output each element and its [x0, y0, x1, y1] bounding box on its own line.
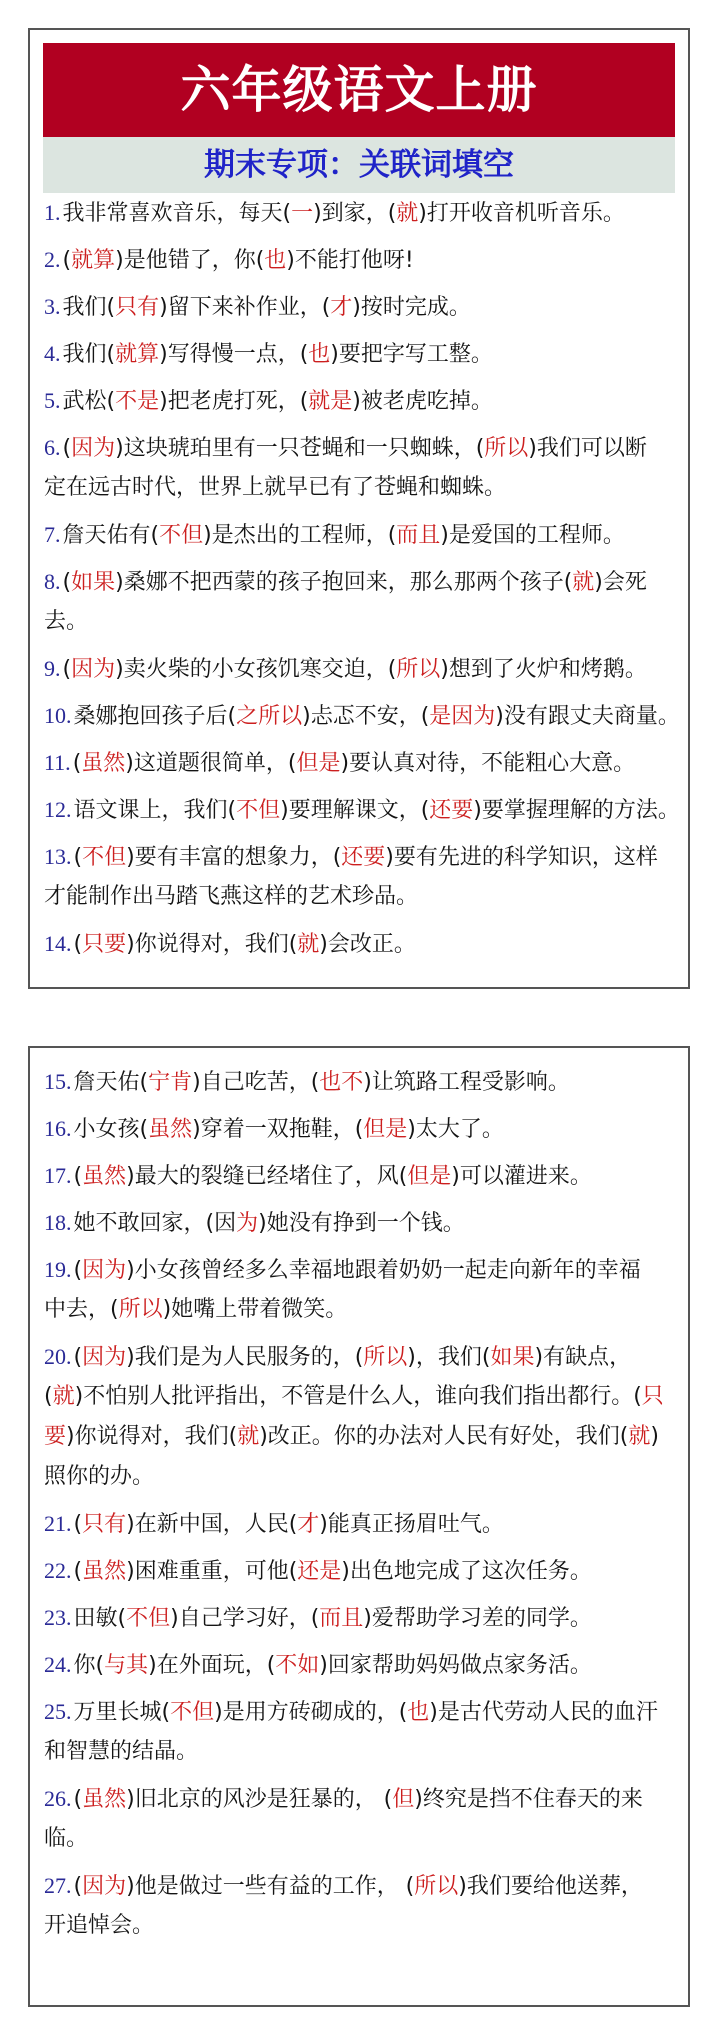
question-number: 10.: [44, 703, 72, 728]
question-text: )有缺点，: [534, 1345, 632, 1370]
answer-keyword: 不但: [159, 523, 204, 548]
question-number: 1.: [44, 200, 61, 225]
question-line: [44, 193, 688, 233]
question-text: )可以灌进来。: [451, 1164, 592, 1189]
answer-keyword: 但是: [407, 1164, 452, 1189]
answer-keyword: 但: [392, 1787, 415, 1812]
answer-keyword: 要: [44, 1424, 67, 1449]
question-number: 24.: [44, 1652, 72, 1677]
question-text: 你(: [73, 1653, 105, 1678]
answer-keyword: 因为: [71, 436, 116, 461]
question-number: 3.: [44, 294, 61, 319]
answer-keyword: 才: [297, 1512, 320, 1537]
question-text: 詹天佑(: [73, 1070, 149, 1095]
question-line: [44, 1337, 688, 1377]
question-line: [44, 1779, 688, 1819]
answer-keyword: 不但: [236, 798, 281, 823]
answer-keyword: 是因为: [429, 704, 496, 729]
question-item: [44, 1598, 688, 1638]
question-text: )让筑路工程受影响。: [363, 1070, 570, 1095]
answer-keyword: 也: [407, 1700, 430, 1725]
question-item: [44, 1337, 688, 1497]
question-text: 她不敢回家，(因: [73, 1211, 237, 1236]
question-text: )不能打他呀!: [286, 248, 414, 273]
question-text: 詹天佑有(: [62, 523, 160, 548]
question-text: (: [73, 1512, 83, 1537]
answer-keyword: 所以: [396, 657, 441, 682]
question-line: [44, 837, 688, 877]
question-item: [44, 287, 688, 327]
question-text: )要把字写工整。: [330, 342, 493, 367]
answer-keyword: 不但: [82, 845, 127, 870]
question-line: [44, 562, 688, 602]
question-line: [44, 1645, 688, 1685]
question-text: (: [62, 436, 72, 461]
question-text: )把老虎打死，(: [159, 389, 309, 414]
answer-keyword: 还要: [429, 798, 474, 823]
answer-keyword: 不但: [170, 1700, 215, 1725]
answer-keyword: 也: [308, 342, 331, 367]
answer-keyword: 但是: [296, 751, 341, 776]
question-line: [44, 1109, 688, 1149]
question-item: [44, 193, 688, 233]
question-item: [44, 1551, 688, 1591]
question-text: )自己吃苦，(: [192, 1070, 320, 1095]
question-number: 6.: [44, 435, 61, 460]
question-text: )卖火柴的小女孩饥寒交迫，(: [115, 657, 397, 682]
answer-keyword: 一: [291, 201, 314, 226]
question-text: 我非常喜欢音乐，每天(: [62, 201, 292, 226]
question-text: )是用方砖砌成的，(: [214, 1700, 408, 1725]
question-text: )穿着一双拖鞋，(: [192, 1117, 364, 1142]
question-number: 26.: [44, 1786, 72, 1811]
question-line: [44, 602, 688, 642]
question-line: [44, 515, 688, 555]
question-text: (: [73, 1559, 83, 1584]
question-number: 23.: [44, 1605, 72, 1630]
question-text: )会死: [594, 570, 647, 595]
question-text: 才能制作出马踏飞燕这样的艺术珍品。: [44, 884, 419, 909]
question-line: [44, 1732, 688, 1772]
answer-keyword: 而且: [319, 1606, 364, 1631]
question-line: [44, 1203, 688, 1243]
question-text: )困难重重，可他(: [126, 1559, 298, 1584]
answer-keyword: 虽然: [81, 751, 126, 776]
answer-keyword: 虽然: [82, 1559, 127, 1584]
question-item: [44, 1062, 688, 1102]
question-text: )你说得对，我们(: [126, 932, 298, 957]
question-item: [44, 1250, 688, 1330]
worksheet-panel-2: [28, 1046, 690, 2007]
answer-keyword: 但是: [363, 1117, 408, 1142]
question-text: (: [62, 657, 72, 682]
question-number: 8.: [44, 569, 61, 594]
question-text: 万里长城(: [73, 1700, 171, 1725]
question-text: )小女孩曾经多么幸福地跟着奶奶一起走向新年的幸福: [126, 1258, 641, 1283]
question-text: )太大了。: [407, 1117, 504, 1142]
answer-keyword: 所以: [363, 1345, 408, 1370]
question-item: [44, 1692, 688, 1772]
question-number: 21.: [44, 1511, 72, 1536]
question-item: [44, 743, 688, 783]
answer-keyword: 就: [628, 1424, 651, 1449]
question-text: 田敏(: [73, 1606, 127, 1631]
question-number: 7.: [44, 522, 61, 547]
question-text: (: [73, 1874, 83, 1899]
question-text: )要认真对待，不能粗心大意。: [340, 751, 636, 776]
question-item: [44, 381, 688, 421]
question-number: 9.: [44, 656, 61, 681]
question-text: (: [73, 932, 83, 957]
worksheet-panel-1: [28, 28, 690, 989]
question-item: [44, 696, 688, 736]
question-line: [44, 1377, 688, 1417]
question-number: 11.: [44, 750, 71, 775]
answer-keyword: 为: [236, 1211, 259, 1236]
question-text: )回家帮助妈妈做点家务活。: [319, 1653, 592, 1678]
answer-keyword: 因为: [82, 1258, 127, 1283]
question-text: )桑娜不把西蒙的孩子抱回来，那么那两个孩子(: [115, 570, 573, 595]
question-text: (: [62, 248, 72, 273]
question-item: [44, 1504, 688, 1544]
question-number: 22.: [44, 1558, 72, 1583]
question-text: )想到了火炉和烤鹅。: [440, 657, 647, 682]
question-text: )我们是为人民服务的，(: [126, 1345, 364, 1370]
question-line: [44, 696, 688, 736]
question-item: [44, 1866, 688, 1946]
question-number: 2.: [44, 247, 61, 272]
answer-keyword: 如果: [490, 1345, 535, 1370]
answer-keyword: 虽然: [82, 1787, 127, 1812]
page-title: 六年级语文上册: [180, 60, 538, 119]
answer-keyword: 因为: [82, 1874, 127, 1899]
question-line: [44, 1290, 688, 1330]
question-line: [44, 877, 688, 917]
answer-keyword: 不是: [115, 389, 160, 414]
question-number: 20.: [44, 1344, 72, 1369]
answer-keyword: 不如: [275, 1653, 320, 1678]
question-line: [44, 743, 688, 783]
question-text: )不怕别人批评指出，不管是什么人，谁向我们指出都行。(: [74, 1384, 642, 1409]
question-text: )最大的裂缝已经堵住了，风(: [126, 1164, 408, 1189]
answer-keyword: 也不: [319, 1070, 364, 1095]
question-item: [44, 515, 688, 555]
question-item: [44, 1645, 688, 1685]
question-text: 照你的办。: [44, 1464, 155, 1489]
question-item: [44, 1203, 688, 1243]
question-text: (: [62, 570, 72, 595]
question-line: [44, 649, 688, 689]
question-text: )是爱国的工程师。: [440, 523, 625, 548]
answer-keyword: 就: [297, 932, 320, 957]
question-text: )爱帮助学习差的同学。: [363, 1606, 592, 1631]
question-number: 12.: [44, 797, 72, 822]
title-banner: [43, 43, 675, 137]
question-line: [44, 240, 688, 280]
question-text: )我们要给他送葬，: [458, 1874, 643, 1899]
question-list-1: [30, 193, 688, 964]
question-text: )我们可以断: [528, 436, 647, 461]
question-item: [44, 1109, 688, 1149]
question-text: )她没有挣到一个钱。: [258, 1211, 465, 1236]
question-number: 4.: [44, 341, 61, 366]
question-text: )在新中国，人民(: [126, 1512, 298, 1537]
answer-keyword: 而且: [396, 523, 441, 548]
question-text: )打开收音机听音乐。: [418, 201, 625, 226]
question-text: 和智慧的结晶。: [44, 1739, 199, 1764]
answer-keyword: 所以: [414, 1874, 459, 1899]
question-number: 15.: [44, 1069, 72, 1094]
question-text: )这道题很简单，(: [125, 751, 297, 776]
question-line: [44, 381, 688, 421]
question-text: )这块琥珀里有一只苍蝇和一只蜘蛛，(: [115, 436, 485, 461]
question-line: [44, 1417, 688, 1457]
subtitle-banner: [43, 137, 675, 193]
answer-keyword: 只: [641, 1384, 664, 1409]
question-line: [44, 1062, 688, 1102]
answer-keyword: 所以: [484, 436, 529, 461]
question-text: (: [73, 1345, 83, 1370]
question-text: )要理解课文，(: [280, 798, 430, 823]
question-text: )要有先进的科学知识，这样: [385, 845, 658, 870]
answer-keyword: 只要: [82, 932, 127, 957]
question-text: (: [72, 751, 82, 776]
question-text: 开追悼会。: [44, 1913, 155, 1938]
question-item: [44, 240, 688, 280]
question-text: )在外面玩，(: [148, 1653, 276, 1678]
question-line: [44, 468, 688, 508]
answer-keyword: 也: [264, 248, 287, 273]
answer-keyword: 只有: [115, 295, 160, 320]
question-text: )他是做过一些有益的工作， (: [126, 1874, 415, 1899]
question-item: [44, 924, 688, 964]
answer-keyword: 虽然: [82, 1164, 127, 1189]
question-line: [44, 1250, 688, 1290]
answer-keyword: 就算: [71, 248, 116, 273]
question-item: [44, 649, 688, 689]
question-text: )自己学习好，(: [170, 1606, 320, 1631]
question-text: )忐忑不安，(: [302, 704, 430, 729]
question-item: [44, 1779, 688, 1859]
answer-keyword: 之所以: [236, 704, 303, 729]
question-text: )是杰出的工程师，(: [203, 523, 397, 548]
question-text: )能真正扬眉吐气。: [319, 1512, 504, 1537]
question-text: (: [44, 1384, 53, 1409]
question-text: )会改正。: [319, 932, 416, 957]
question-text: (: [73, 1787, 83, 1812]
question-text: )按时完成。: [352, 295, 471, 320]
question-text: 去。: [44, 609, 89, 634]
question-text: )是古代劳动人民的血汗: [429, 1700, 658, 1725]
answer-keyword: 所以: [118, 1297, 163, 1322]
question-number: 5.: [44, 388, 61, 413]
question-text: 我们(: [62, 342, 116, 367]
question-line: [44, 1457, 688, 1497]
question-text: )是他错了，你(: [115, 248, 265, 273]
question-text: )到家，(: [313, 201, 397, 226]
question-line: [44, 1819, 688, 1859]
question-text: 武松(: [62, 389, 116, 414]
question-item: [44, 334, 688, 374]
answer-keyword: 还是: [297, 1559, 342, 1584]
question-text: (: [73, 1258, 83, 1283]
question-text: 中去，(: [44, 1297, 119, 1322]
question-item: [44, 1156, 688, 1196]
question-text: (: [73, 845, 83, 870]
question-line: [44, 428, 688, 468]
question-line: [44, 790, 688, 830]
answer-keyword: 还要: [341, 845, 386, 870]
question-text: )出色地完成了这次任务。: [341, 1559, 592, 1584]
question-line: [44, 1598, 688, 1638]
question-text: 临。: [44, 1826, 89, 1851]
question-number: 27.: [44, 1873, 72, 1898]
question-line: [44, 1692, 688, 1732]
question-item: [44, 562, 688, 642]
question-number: 13.: [44, 844, 72, 869]
question-text: ): [650, 1424, 659, 1449]
question-line: [44, 1156, 688, 1196]
question-text: )要有丰富的想象力，(: [126, 845, 342, 870]
question-text: )，我们(: [407, 1345, 491, 1370]
question-text: )你说得对，我们(: [66, 1424, 238, 1449]
question-number: 14.: [44, 931, 72, 956]
answer-keyword: 就: [52, 1384, 75, 1409]
answer-keyword: 如果: [71, 570, 116, 595]
question-number: 19.: [44, 1257, 72, 1282]
question-text: )没有跟丈夫商量。: [495, 704, 680, 729]
question-list-2: [30, 1062, 688, 1946]
answer-keyword: 就: [572, 570, 595, 595]
answer-keyword: 就: [237, 1424, 260, 1449]
question-number: 16.: [44, 1116, 72, 1141]
answer-keyword: 不但: [126, 1606, 171, 1631]
question-line: [44, 287, 688, 327]
question-line: [44, 1551, 688, 1591]
question-line: [44, 1866, 688, 1906]
answer-keyword: 只有: [82, 1512, 127, 1537]
question-line: [44, 1504, 688, 1544]
question-text: )旧北京的风沙是狂暴的， (: [126, 1787, 393, 1812]
question-item: [44, 428, 688, 508]
answer-keyword: 与其: [104, 1653, 149, 1678]
question-text: )改正。你的办法对人民有好处，我们(: [259, 1424, 629, 1449]
question-text: 语文课上，我们(: [73, 798, 237, 823]
answer-keyword: 就是: [308, 389, 353, 414]
question-number: 18.: [44, 1210, 72, 1235]
answer-keyword: 才: [330, 295, 353, 320]
question-text: (: [73, 1164, 83, 1189]
answer-keyword: 宁肯: [148, 1070, 193, 1095]
question-text: 定在远古时代，世界上就早已有了苍蝇和蜘蛛。: [44, 475, 507, 500]
question-text: )留下来补作业，(: [159, 295, 331, 320]
answer-keyword: 就算: [115, 342, 160, 367]
question-text: )她嘴上带着微笑。: [162, 1297, 348, 1322]
answer-keyword: 虽然: [148, 1117, 193, 1142]
question-text: 桑娜抱回孩子后(: [73, 704, 237, 729]
question-text: )要掌握理解的方法。: [473, 798, 680, 823]
question-line: [44, 1906, 688, 1946]
question-text: )终究是挡不住春天的来: [414, 1787, 643, 1812]
answer-keyword: 就: [396, 201, 419, 226]
question-line: [44, 924, 688, 964]
question-number: 25.: [44, 1699, 72, 1724]
question-text: )写得慢一点，(: [159, 342, 309, 367]
page-subtitle: 期末专项：关联词填空: [204, 146, 514, 183]
question-number: 17.: [44, 1163, 72, 1188]
answer-keyword: 因为: [71, 657, 116, 682]
question-text: 小女孩(: [73, 1117, 149, 1142]
question-item: [44, 837, 688, 917]
question-text: )被老虎吃掉。: [352, 389, 493, 414]
question-line: [44, 334, 688, 374]
question-item: [44, 790, 688, 830]
question-text: 我们(: [62, 295, 116, 320]
answer-keyword: 因为: [82, 1345, 127, 1370]
